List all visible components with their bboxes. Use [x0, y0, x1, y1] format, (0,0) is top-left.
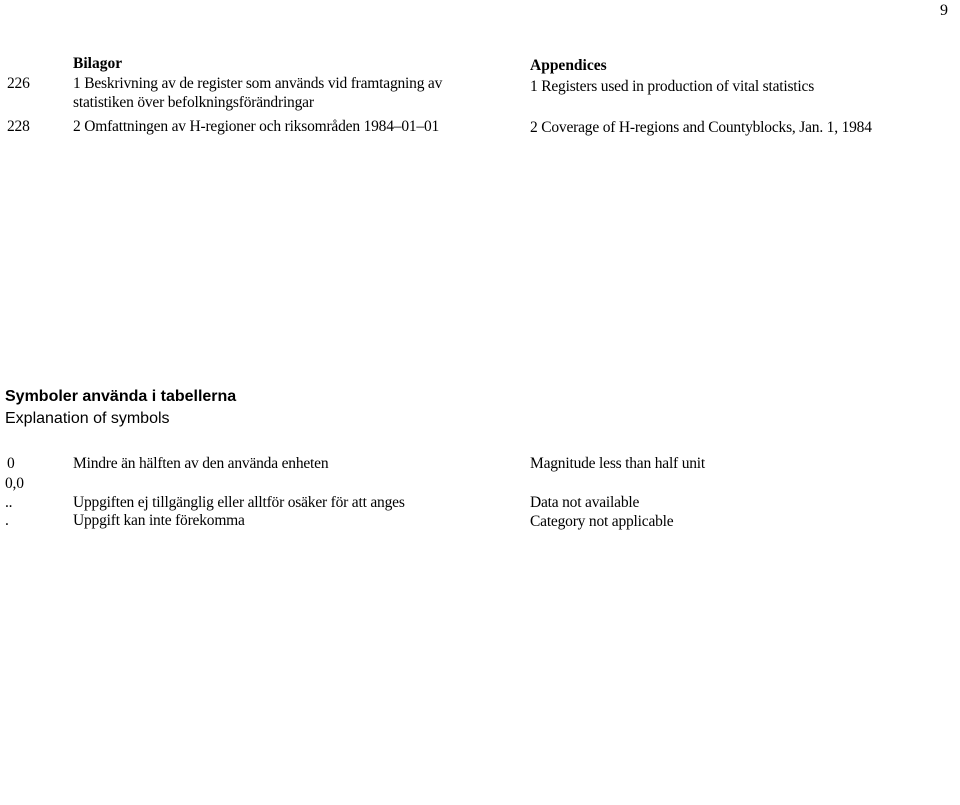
- appendix-page-number: 226: [7, 75, 30, 92]
- symbol: .: [5, 512, 9, 529]
- symbol: ..: [5, 494, 13, 511]
- symbol-description-en: Data not available: [530, 494, 640, 511]
- symbol-description-sv: Mindre än hälften av den använda enheten: [73, 455, 329, 472]
- symbol: 0: [7, 455, 15, 472]
- symbol-description-sv: Uppgift kan inte förekomma: [73, 512, 245, 529]
- symbols-heading-en: Explanation of symbols: [5, 410, 170, 427]
- appendix-item-en: 1 Registers used in production of vital statistics: [530, 78, 815, 95]
- appendix-item-en: 2 Coverage of H-regions and Countyblocks, Jan. 1, 1984: [530, 119, 872, 136]
- appendix-item-sv: 2 Omfattningen av H-regioner och riksområden 1984–01–01: [73, 118, 440, 135]
- appendix-item-sv-continued: statistiken över befolkningsförändringar: [73, 94, 314, 111]
- symbol-description-en: Category not applicable: [530, 513, 674, 530]
- appendix-page-number: 228: [7, 118, 30, 135]
- appendices-title-en: Appendices: [530, 57, 607, 74]
- symbol-description-en: Magnitude less than half unit: [530, 455, 706, 472]
- symbol-description-sv: Uppgiften ej tillgänglig eller alltför osäker för att anges: [73, 494, 405, 511]
- appendices-title-sv: Bilagor: [73, 55, 123, 72]
- symbol: 0,0: [5, 475, 24, 492]
- symbols-heading-sv: Symboler använda i tabellerna: [5, 388, 237, 405]
- page-number: 9: [940, 2, 948, 19]
- appendix-item-sv: 1 Beskrivning av de register som används vid framtagning av: [73, 75, 443, 92]
